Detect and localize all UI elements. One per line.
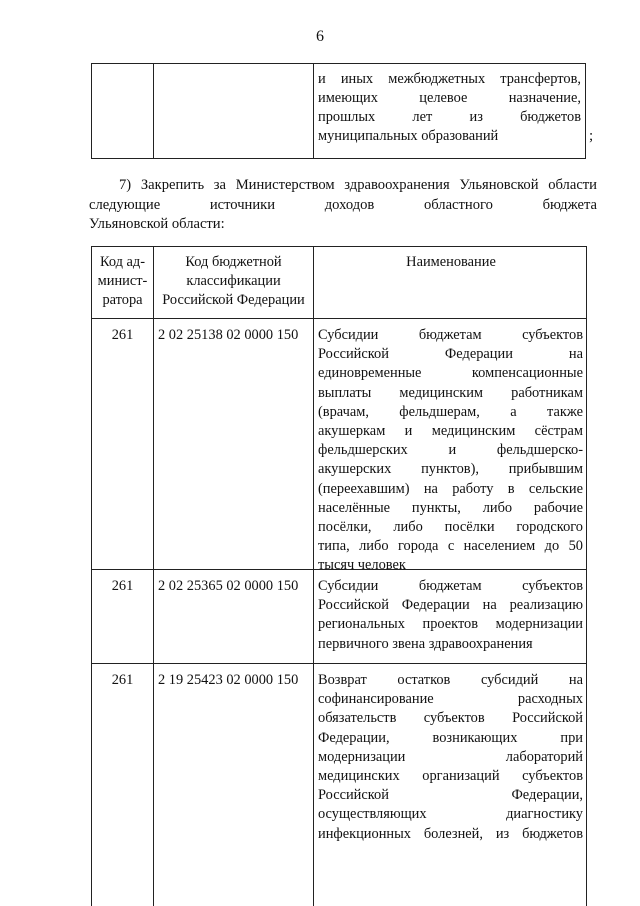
row-name: Возврат остатков субсидий на софинансирование расходных обязательств субъектов Российской Федерации, возникающих при модернизации лабораторий медицинских организаций субъектов Российской Федерации, осуществляющих диагностику инфекционных болезней, из бюджетов <box>318 672 583 842</box>
page-number: 6 <box>316 28 324 45</box>
column-divider <box>313 64 314 158</box>
trailing-semicolon: ; <box>589 128 594 144</box>
column-divider <box>153 64 154 158</box>
row-budget-code: 2 02 25365 02 0000 150 <box>158 578 299 594</box>
row-admin-code: 261 <box>111 327 134 343</box>
row-admin-code: 261 <box>111 578 134 594</box>
row-divider <box>92 318 586 319</box>
continuation-line: муниципальных образований <box>318 128 499 144</box>
continuation-line: имеющих целевое назначение, <box>318 90 581 106</box>
continuation-name-cell <box>318 70 581 146</box>
header-name: Наименование <box>406 254 496 270</box>
paragraph-line: 7) Закрепить за Министерством здравоохранения Ульяновской области <box>119 177 597 193</box>
row-admin-code: 261 <box>111 672 134 688</box>
column-divider <box>313 247 314 906</box>
row-divider <box>92 663 586 664</box>
row-name: Субсидии бюджетам субъектов Российской Федерации на единовременные компенсационные выплаты медицинским работникам (врачам, фельдшерам, а также акушеркам и медицинским сёстрам фельдшерских и фельдшерско- акушерских пунктов), прибывшим (переехавшим) на работу в сельские населённые пункты, либо рабочие посёлки, либо посёлки городского типа, либо города с населением до 50 тысяч человек <box>318 327 583 574</box>
continuation-line: прошлых лет из бюджетов <box>318 109 581 125</box>
header-admin-code: Код ад- минист- ратора <box>97 254 148 308</box>
row-divider <box>92 569 586 570</box>
header-budget-code: Код бюджетной классификации Российской Федерации <box>162 254 305 308</box>
column-divider <box>153 247 154 906</box>
row-budget-code: 2 19 25423 02 0000 150 <box>158 672 299 688</box>
paragraph-line: следующие источники доходов областного бюджета <box>89 196 597 213</box>
continuation-table <box>91 63 586 159</box>
continuation-line: и иных межбюджетных трансфертов, <box>318 71 581 87</box>
paragraph-line: Ульяновской области: <box>89 216 225 232</box>
row-budget-code: 2 02 25138 02 0000 150 <box>158 327 299 343</box>
row-name: Субсидии бюджетам субъектов Российской Федерации на реализацию региональных проектов модернизации первичного звена здравоохранения <box>318 578 583 652</box>
revenue-sources-table <box>91 246 587 906</box>
paragraph-7 <box>89 176 597 235</box>
